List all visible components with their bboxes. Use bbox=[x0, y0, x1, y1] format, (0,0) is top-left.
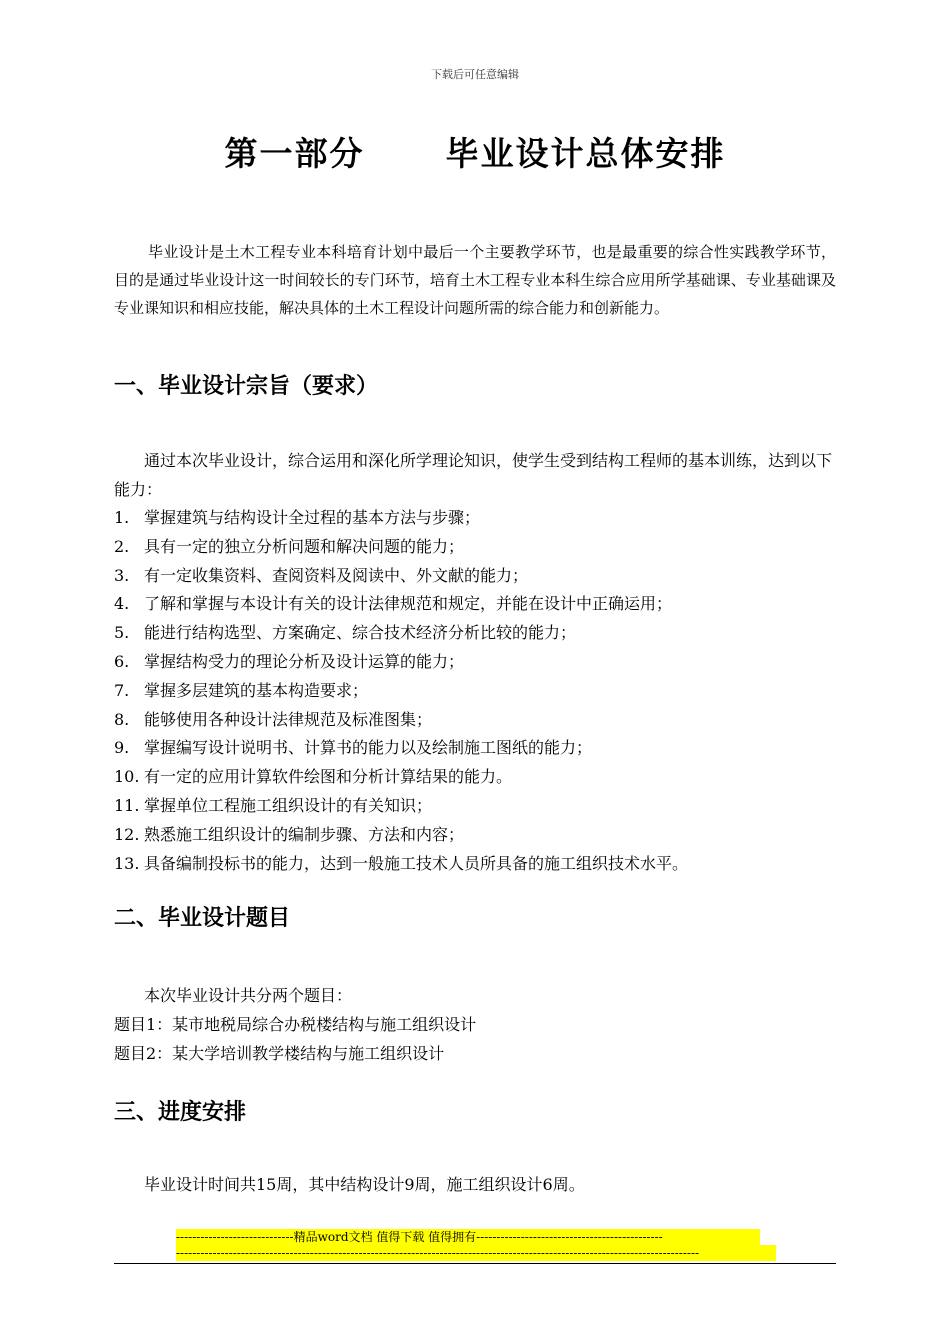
page-title: 第一部分 毕业设计总体安排 bbox=[224, 134, 726, 173]
list-item-text: 了解和掌握与本设计有关的设计法律规范和规定，并能在设计中正确运用； bbox=[144, 594, 673, 614]
section-heading-schedule: 三、进度安排 bbox=[114, 1100, 247, 1125]
footer-banner bbox=[176, 1229, 776, 1261]
list-item-text: 掌握单位工程施工组织设计的有关知识； bbox=[144, 795, 433, 815]
list-item bbox=[114, 821, 836, 850]
list-item-text: 掌握结构受力的理论分析及设计运算的能力； bbox=[144, 651, 465, 671]
list-item-text: 能够使用各种设计法律规范及标准图集； bbox=[144, 709, 433, 729]
intro-paragraph: 毕业设计是土木工程专业本科培育计划中最后一个主要教学环节，也是最重要的综合性实践教学环节，目的是通过毕业设计这一时间较长的专门环节，培育土木工程专业本科生综合应用所学基础课、专业基础课及专业课知识和相应技能，解决具体的土木工程设计问题所需的综合能力和创新能力。 bbox=[114, 243, 836, 317]
list-item-text: 掌握建筑与结构设计全过程的基本方法与步骤； bbox=[144, 508, 481, 527]
list-item bbox=[114, 619, 836, 648]
list-item-text: 掌握编写设计说明书、计算书的能力以及绘制施工图纸的能力； bbox=[144, 738, 593, 758]
list-item bbox=[114, 850, 836, 879]
list-item-number: 9. bbox=[114, 738, 130, 758]
list-item bbox=[114, 706, 836, 735]
list-item-number: 13. bbox=[114, 853, 140, 873]
footer-banner-line: --------------------------------------------------------------------------------------------------------------------------------- bbox=[176, 1245, 776, 1261]
topic-list bbox=[114, 1010, 836, 1068]
section-heading-topics: 二、毕业设计题目 bbox=[114, 906, 291, 931]
list-item-text: 能进行结构选型、方案确定、综合技术经济分析比较的能力； bbox=[144, 623, 577, 643]
list-item-number: 5. bbox=[114, 623, 130, 643]
list-item-text: 有一定的应用计算软件绘图和分析计算结果的能力。 bbox=[144, 767, 513, 787]
list-item bbox=[114, 504, 836, 533]
list-item-text: 掌握多层建筑的基本构造要求； bbox=[144, 680, 369, 700]
list-item-number: 6. bbox=[114, 651, 130, 671]
list-item-number: 12. bbox=[114, 824, 140, 844]
list-item bbox=[114, 562, 836, 591]
list-item bbox=[114, 533, 836, 562]
list-item-text: 具备编制投标书的能力，达到一般施工技术人员所具备的施工组织技术水平。 bbox=[144, 853, 689, 873]
list-item bbox=[114, 734, 836, 763]
schedule-paragraph: 毕业设计时间共15周，其中结构设计9周，施工组织设计6周。 bbox=[144, 1175, 585, 1194]
list-item bbox=[114, 677, 836, 706]
list-item-number: 1. bbox=[114, 508, 130, 527]
list-item-text: 有一定收集资料、查阅资料及阅读中、外文献的能力； bbox=[144, 565, 529, 585]
list-item-number: 4. bbox=[114, 594, 130, 614]
purpose-paragraph: 通过本次毕业设计，综合运用和深化所学理论知识，使学生受到结构工程师的基本训练，达到以下能力： bbox=[114, 451, 833, 499]
list-item-number: 11. bbox=[114, 795, 140, 815]
header-note: 下载后可任意编辑 bbox=[431, 68, 519, 81]
footer-divider bbox=[114, 1263, 836, 1264]
list-item-text: 具有一定的独立分析问题和解决问题的能力； bbox=[144, 536, 465, 556]
list-item-number: 2. bbox=[114, 536, 130, 556]
footer-banner-line: -----------------------------精品word文档 值得下载 值得拥有---------------------------------------------- bbox=[176, 1229, 760, 1245]
list-item-number: 3. bbox=[114, 565, 130, 585]
list-item bbox=[114, 763, 836, 792]
topic-item: 题目1：某市地税局综合办税楼结构与施工组织设计 bbox=[114, 1015, 477, 1034]
list-item-number: 7. bbox=[114, 680, 130, 700]
list-item bbox=[114, 590, 836, 619]
list-item bbox=[114, 648, 836, 677]
section-heading-purpose: 一、毕业设计宗旨（要求） bbox=[114, 374, 379, 399]
topic-item: 题目2：某大学培训教学楼结构与施工组织设计 bbox=[114, 1044, 445, 1063]
topics-paragraph: 本次毕业设计共分两个题目： bbox=[144, 986, 353, 1005]
list-item bbox=[114, 792, 836, 821]
ability-list bbox=[114, 504, 836, 878]
list-item-number: 10. bbox=[114, 767, 140, 787]
list-item-number: 8. bbox=[114, 709, 130, 729]
list-item-text: 熟悉施工组织设计的编制步骤、方法和内容； bbox=[144, 824, 465, 844]
